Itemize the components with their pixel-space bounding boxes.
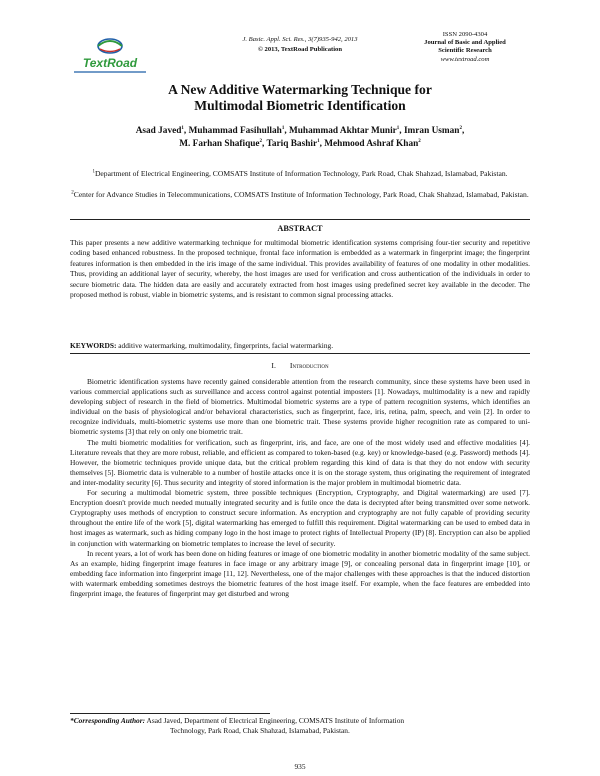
author-list: [70, 125, 530, 151]
journal-url[interactable]: www.textroad.com: [440, 55, 490, 63]
footnote-line2: Technology, Park Road, Chak Shahzad, Islamabad, Pakistan.: [170, 726, 350, 735]
author-affil-sup: 1: [317, 138, 320, 144]
affiliation-sup: 2: [71, 190, 74, 196]
author: M. Farhan Shafique: [179, 139, 260, 149]
author-affil-sup: 2: [418, 138, 421, 144]
abstract-top-rule: [70, 219, 530, 220]
page-number: 935: [294, 762, 306, 771]
footnote-line1: [70, 716, 530, 726]
footnote-rule: [70, 713, 270, 714]
authors-line1: Asad Javed$^1$, Muhammad Fasihullah$^1$, Muhammad Akhtar Munir$^1$, Imran Usman$^2$,: [135, 125, 465, 136]
textroad-logo: [62, 36, 158, 76]
affiliation-1: [70, 169, 530, 180]
author-affil-sup: 2: [459, 125, 462, 131]
authors-line2: M. Farhan Shafique$^2$, Tariq Bashir$^1$, Mehmood Ashraf Khan$^2$: [179, 138, 421, 149]
logo-globe: [98, 39, 122, 53]
affiliation-text: Department of Electrical Engineering, COMSATS Institute of Information Technology, Park Road, Chak Shahzad, Islamabad, Pakistan.: [94, 169, 508, 178]
paragraph: In recent years, a lot of work has been done on hiding features or image of one biometric modality in another biometric modality of the same subject. As an example, hiding fingerprint image features in face image or any arbitrary image [9], or concealing personal data in fingerprint image [10], or embedding face information into fingerprint image [11, 12]. Nevertheless, one of the major challenges with these approaches is that the induced distortion with watermark embedding sometimes destroys the biometric features of the host image itself. For example, when the face features are embedded into fingerprint image, the features of fingerprint may get disturbed and wrong: [70, 548, 530, 598]
journal-citation-header: [200, 35, 400, 55]
author-affil-sup: 1: [181, 125, 184, 131]
author: Mehmood Ashraf Khan: [324, 139, 419, 149]
author-affil-sup: 1: [396, 125, 400, 131]
journal-citation: J. Basic. Appl. Sci. Res., 3(7)935-942, 2013: [242, 36, 358, 43]
journal-info-header: [400, 31, 530, 64]
body-text: [70, 377, 530, 599]
journal-name-line1: Journal of Basic and Applied: [424, 39, 506, 47]
paragraph: For securing a multimodal biometric system, three possible techniques (Encryption, Cryptography, and Digital watermarking) are used [7]. Encryption doesn't provide much needed mutually integrated security and is futile once the data is decrypted after being transmitted over some network. Cryptography uses methods of encryption to construct secure information. As encryption and cryptography are not fully capable of providing security throughout the entire life of the work [5], digital watermarking has emerged to fulfill this requirement. Digital watermarking can be used to embed data in host images as watermark, such as hiding company logo in the host image to protect rights of Intellectual Property (IP) [8]. Encryption can also be applied in conjunction with watermarking on biometric templates to increase the level of security.: [70, 488, 530, 548]
affiliation-2: [70, 190, 530, 201]
section-number: I.: [271, 361, 276, 370]
abstract-text: This paper presents a new additive watermarking technique for multimodal biometric identification systems comprising four-tier security and repetitive coding based enhanced robustness. In the proposed technique, frontal face information is embedded as a watermark in fingerprint image; the fingerprint features information is then embedded in the iris image of the same individual. This provides availability of features of one modality in other modalities. Thus, providing an additional layer of security, whereby, the host images are used for verification and cross authentication of the individuals in order to secure biometric data. The hidden data are easily and accurately extracted from host images using predefined secret key available in the decoder. The proposed method is robust, viable in biometric systems, and is resistant to common signal processing attacks.: [70, 238, 530, 300]
journal-name-line2: Scientific Research: [438, 47, 492, 55]
author-affil-sup: 1: [281, 125, 285, 131]
author: Muhammad Fasihullah: [188, 126, 282, 136]
title-line1: A New Additive Watermarking Technique for: [168, 82, 432, 97]
keywords-text: additive watermarking, multimodality, fingerprints, facial watermarking.: [118, 341, 334, 350]
keywords: [70, 341, 530, 351]
footnote-label: *Corresponding Author:: [70, 716, 146, 725]
paragraph: Biometric identification systems have recently gained considerable attention from the research community, since these systems have been used in various commercial applications such as surveillance and access control against potential imposters [1]. Nowadays, multimodality is a new and rapidly developing subject of research in the field of biometrics. Multimodal biometric systems are a type of pattern recognition systems, which identifies an individual on the basis of physiological and/or behavioral characteristics, such as fingerprint, face, iris, retina, palm, speech, and vein [2]. In order to recognize individuals, multi-biometric systems use more than one biometric trait. These systems provide higher recognition rate as compared to uni-biometric systems [3] that rely on only one biometric trait.: [70, 377, 530, 437]
footnote-text: Asad Javed, Department of Electrical Engineering, COMSATS Institute of Information: [146, 716, 405, 725]
author: Imran Usman: [403, 126, 460, 136]
affiliation-sup: 1: [92, 169, 95, 175]
author: Muhammad Akhtar Munir: [288, 126, 397, 136]
copyright-line: © 2013, TextRoad Publication: [257, 46, 343, 53]
title-line2: Multimodal Biometric Identification: [194, 98, 406, 113]
paper-title: [60, 82, 540, 114]
paragraph: The multi biometric modalities for verification, such as fingerprint, iris, and face, are one of the most widely used and effective modalities [4]. Literature reveals that they are more robust, reliable, and efficient as compared to token-based (e.g. key) or knowledge-based (e.g. Password) methods [4]. However, the biometric techniques provide unique data, but the critical problem regarding this kind of data is that they do not endow with security themselves [5]. Biometric data is vulnerable to a number of hostile attacks once it is on the storage system, thus originating the requirement of integrated and inter-modality security [6]. Thus security and integrity of stored information is the major problem in multimodal biometric data.: [70, 437, 530, 487]
logo-wordmark: TextRoad: [82, 56, 138, 70]
keywords-label: KEYWORDS:: [70, 341, 117, 350]
abstract-heading: ABSTRACT: [277, 224, 323, 233]
affiliation-text: Center for Advance Studies in Telecommunications, COMSATS Institute of Information Technology, Park Road, Chak Shahzad, Islamabad, Pakistan.: [73, 190, 529, 199]
section-title: Introduction: [289, 361, 329, 370]
author: Tariq Bashir: [266, 139, 318, 149]
corresponding-author-footnote: [70, 716, 530, 736]
abstract-bottom-rule: [70, 353, 530, 354]
section-heading: [70, 361, 530, 370]
author-affil-sup: 2: [259, 138, 263, 144]
issn: ISSN 2090-4304: [442, 31, 488, 38]
author: Asad Javed: [135, 126, 182, 136]
